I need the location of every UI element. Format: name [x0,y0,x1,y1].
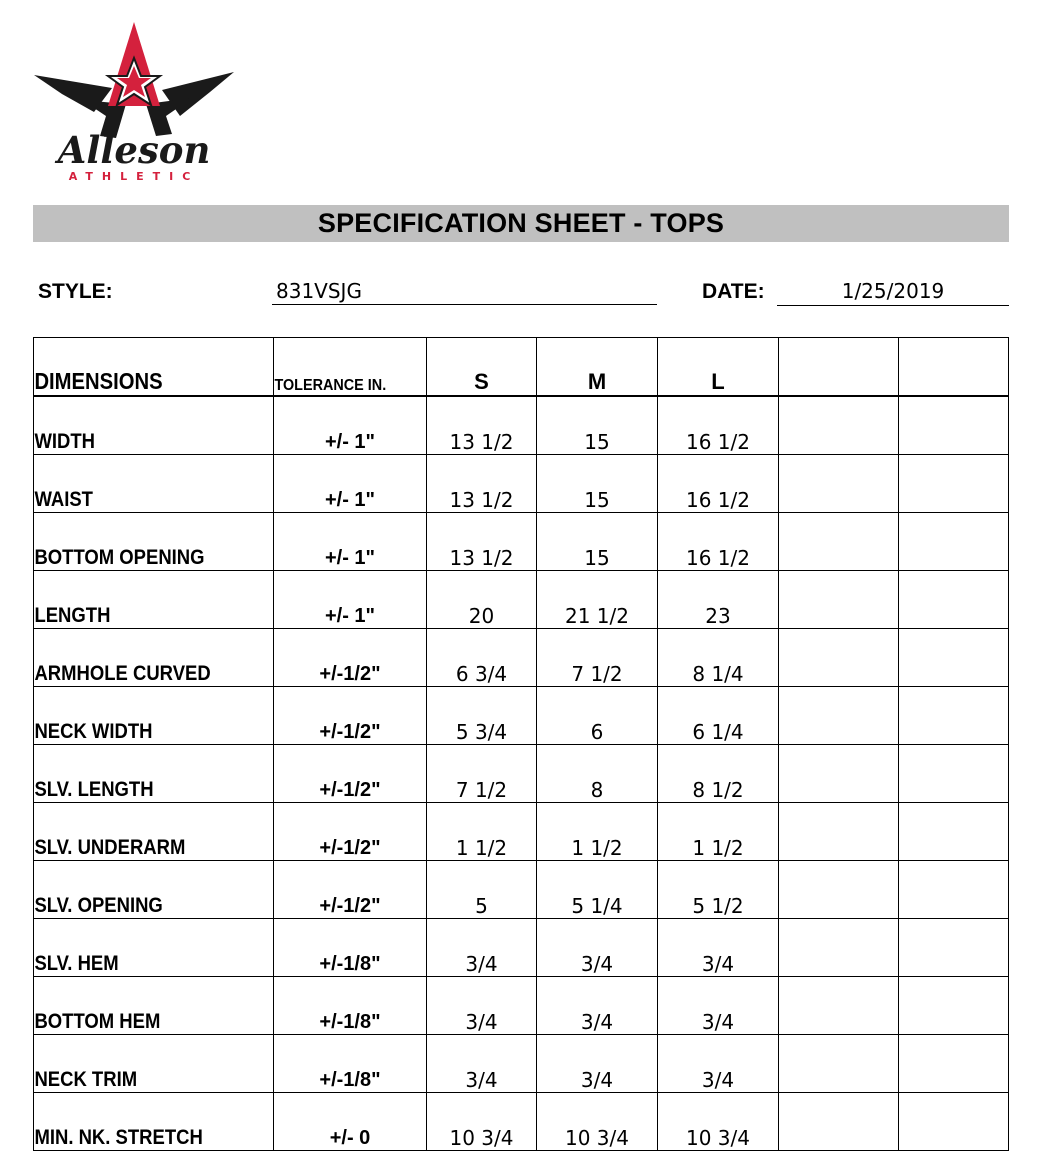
date-label: DATE: [702,280,765,303]
size-value-cell [779,745,899,803]
page-title: SPECIFICATION SHEET - TOPS [317,208,725,238]
table-row [34,745,1009,803]
size-value-cell: 3/4 [658,1035,779,1093]
size-value-cell: 16 1/2 [658,513,779,571]
table-row [34,1035,1009,1093]
size-header-blank [779,338,899,397]
size-value-cell: 7 1/2 [427,745,537,803]
size-value-cell [899,629,1009,687]
size-value-cell: 7 1/2 [537,629,658,687]
dimension-cell: SLV. UNDERARM [34,803,245,861]
size-value-cell [779,861,899,919]
size-value-cell: 8 1/4 [658,629,779,687]
dimension-cell: LENGTH [34,571,245,629]
size-header-s: S [427,338,537,397]
tolerance-cell: +/- 1" [274,571,427,629]
size-value-cell: 3/4 [658,919,779,977]
table-row [34,629,1009,687]
size-header-m: M [537,338,658,397]
table-row [34,1093,1009,1151]
size-value-cell: 1 1/2 [658,803,779,861]
dimension-cell: SLV. HEM [34,919,245,977]
alleson-athletic-logo [34,20,234,185]
spec-table [33,337,1009,1151]
size-value-cell: 6 1/4 [658,687,779,745]
style-label: STYLE: [38,280,113,303]
size-value-cell [899,396,1009,455]
size-value-cell: 8 [537,745,658,803]
tolerance-cell: +/-1/2" [274,861,427,919]
size-value-cell: 16 1/2 [658,396,779,455]
tolerance-cell: +/-1/8" [274,919,427,977]
tolerance-cell: +/- 1" [274,396,427,455]
dimension-cell: MIN. NK. STRETCH [34,1093,245,1151]
dimension-cell: WAIST [34,455,245,513]
size-value-cell: 15 [537,513,658,571]
logo-graphic [34,20,234,185]
size-value-cell: 3/4 [658,977,779,1035]
tolerance-cell: +/-1/8" [274,977,427,1035]
size-value-cell: 15 [537,396,658,455]
tolerance-cell: +/- 1" [274,455,427,513]
size-value-cell [899,687,1009,745]
size-value-cell: 3/4 [427,919,537,977]
tolerance-header: TOLERANCE IN. [274,338,412,397]
dimension-cell: BOTTOM HEM [34,977,245,1035]
size-value-cell [779,803,899,861]
size-value-cell [779,977,899,1035]
tolerance-cell: +/-1/2" [274,803,427,861]
size-value-cell: 3/4 [537,1035,658,1093]
size-value-cell: 3/4 [427,977,537,1035]
table-row [34,861,1009,919]
size-value-cell [779,1093,899,1151]
date-value: 1/25/2019 [777,277,1009,306]
size-value-cell: 5 3/4 [427,687,537,745]
size-value-cell [779,455,899,513]
size-value-cell [899,803,1009,861]
size-value-cell [899,861,1009,919]
dimension-cell: NECK WIDTH [34,687,245,745]
table-row [34,455,1009,513]
dimension-cell: SLV. OPENING [34,861,245,919]
title-bar [33,205,1009,242]
table-row [34,977,1009,1035]
size-value-cell: 20 [427,571,537,629]
size-value-cell [779,629,899,687]
logo-tagline: ATHLETIC [68,170,200,183]
tolerance-cell: +/-1/2" [274,745,427,803]
dimension-cell: ARMHOLE CURVED [34,629,245,687]
dimension-cell: NECK TRIM [34,1035,245,1093]
size-value-cell [899,571,1009,629]
tolerance-cell: +/-1/8" [274,1035,427,1093]
tolerance-cell: +/- 0 [274,1093,427,1151]
size-value-cell: 10 3/4 [658,1093,779,1151]
size-value-cell: 6 3/4 [427,629,537,687]
size-value-cell: 13 1/2 [427,455,537,513]
size-value-cell [899,455,1009,513]
size-value-cell: 5 1/4 [537,861,658,919]
dimension-cell: SLV. LENGTH [34,745,245,803]
size-value-cell: 5 [427,861,537,919]
dimensions-header: DIMENSIONS [34,338,245,397]
dimension-cell: BOTTOM OPENING [34,513,245,571]
table-row [34,571,1009,629]
size-value-cell: 6 [537,687,658,745]
table-row [34,513,1009,571]
size-value-cell: 3/4 [537,919,658,977]
size-value-cell: 13 1/2 [427,513,537,571]
size-value-cell: 16 1/2 [658,455,779,513]
size-value-cell: 3/4 [427,1035,537,1093]
size-value-cell: 23 [658,571,779,629]
size-value-cell [779,571,899,629]
table-row [34,396,1009,455]
size-value-cell: 8 1/2 [658,745,779,803]
size-value-cell [899,1035,1009,1093]
table-row [34,803,1009,861]
size-value-cell [899,1093,1009,1151]
size-value-cell [899,745,1009,803]
size-value-cell: 10 3/4 [537,1093,658,1151]
size-value-cell: 1 1/2 [537,803,658,861]
size-value-cell: 5 1/2 [658,861,779,919]
table-header-row [34,338,1009,397]
table-row [34,687,1009,745]
size-value-cell: 10 3/4 [427,1093,537,1151]
table-row [34,919,1009,977]
size-value-cell: 21 1/2 [537,571,658,629]
size-value-cell [779,1035,899,1093]
logo-wordmark: Alleson [57,128,211,172]
size-value-cell [779,513,899,571]
size-value-cell: 15 [537,455,658,513]
size-value-cell [899,513,1009,571]
style-value: 831VSJG [272,277,657,305]
size-value-cell [899,977,1009,1035]
tolerance-cell: +/-1/2" [274,687,427,745]
size-value-cell [779,687,899,745]
size-value-cell: 1 1/2 [427,803,537,861]
size-header-blank [899,338,1009,397]
size-header-l: L [658,338,779,397]
tolerance-cell: +/- 1" [274,513,427,571]
size-value-cell: 3/4 [537,977,658,1035]
size-value-cell [779,396,899,455]
size-value-cell [899,919,1009,977]
tolerance-cell: +/-1/2" [274,629,427,687]
dimension-cell: WIDTH [34,396,245,455]
size-value-cell [779,919,899,977]
size-value-cell: 13 1/2 [427,396,537,455]
